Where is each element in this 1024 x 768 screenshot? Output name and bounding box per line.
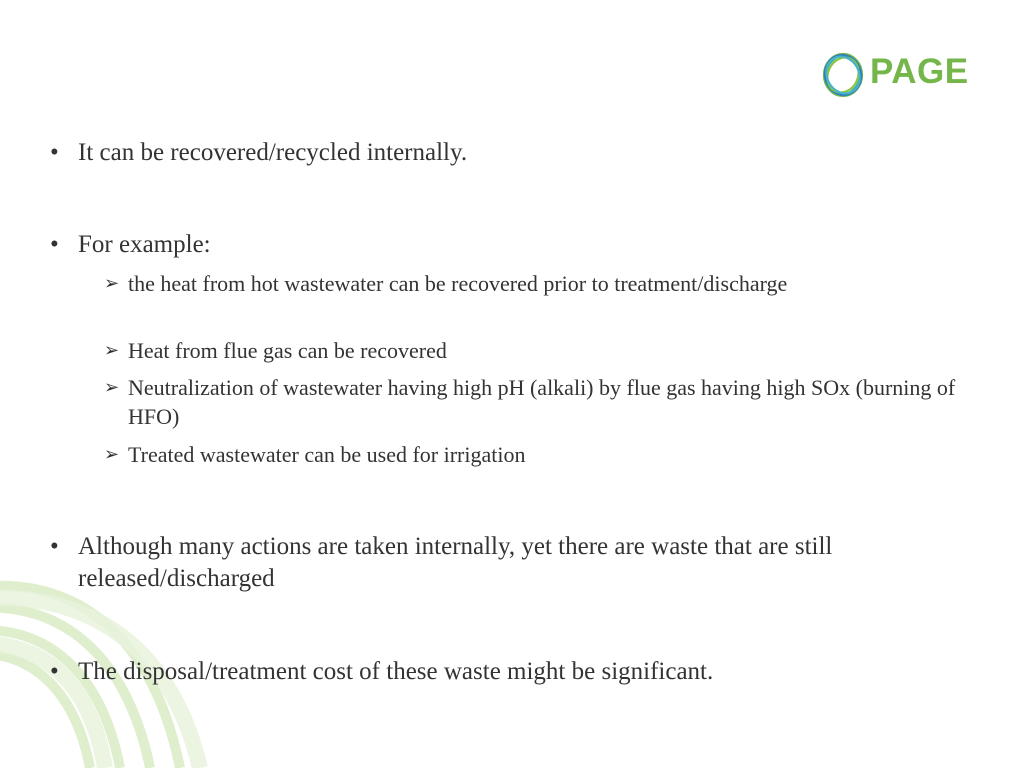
arrow-bullet-icon: ➢ <box>104 444 120 465</box>
logo-text: PAGE <box>870 52 969 91</box>
sub-bullet-text: Heat from flue gas can be recovered <box>128 338 447 363</box>
bullet-item <box>50 137 950 169</box>
bullet-text: For example: <box>78 231 211 258</box>
sub-bullet-text: Treated wastewater can be used for irrigation <box>128 442 526 467</box>
bullet-text: It can be recovered/recycled internally. <box>78 139 468 166</box>
sub-bullet-item <box>104 269 964 298</box>
bullet-item <box>50 229 950 261</box>
arrow-bullet-icon: ➢ <box>104 273 120 294</box>
arrow-bullet-icon: ➢ <box>104 340 120 361</box>
arrow-bullet-icon: ➢ <box>104 377 120 398</box>
sub-bullet-item <box>104 440 964 469</box>
sub-bullet-item <box>104 373 964 431</box>
bullet-item <box>50 531 950 595</box>
bullet-marker: • <box>50 533 59 560</box>
bullet-marker: • <box>50 139 59 166</box>
bullet-marker: • <box>50 231 59 258</box>
bullet-text: Although many actions are taken internally, yet there are waste that are still released/discharged <box>78 533 833 592</box>
bullet-item <box>50 656 950 688</box>
bullet-marker: • <box>50 658 59 685</box>
sub-bullet-text: the heat from hot wastewater can be recovered prior to treatment/discharge <box>128 271 788 296</box>
bullet-text: The disposal/treatment cost of these waste might be significant. <box>78 658 714 685</box>
sub-bullet-item <box>104 336 964 365</box>
sub-bullet-text: Neutralization of wastewater having high pH (alkali) by flue gas having high SOx (burning of HFO) <box>128 375 956 429</box>
